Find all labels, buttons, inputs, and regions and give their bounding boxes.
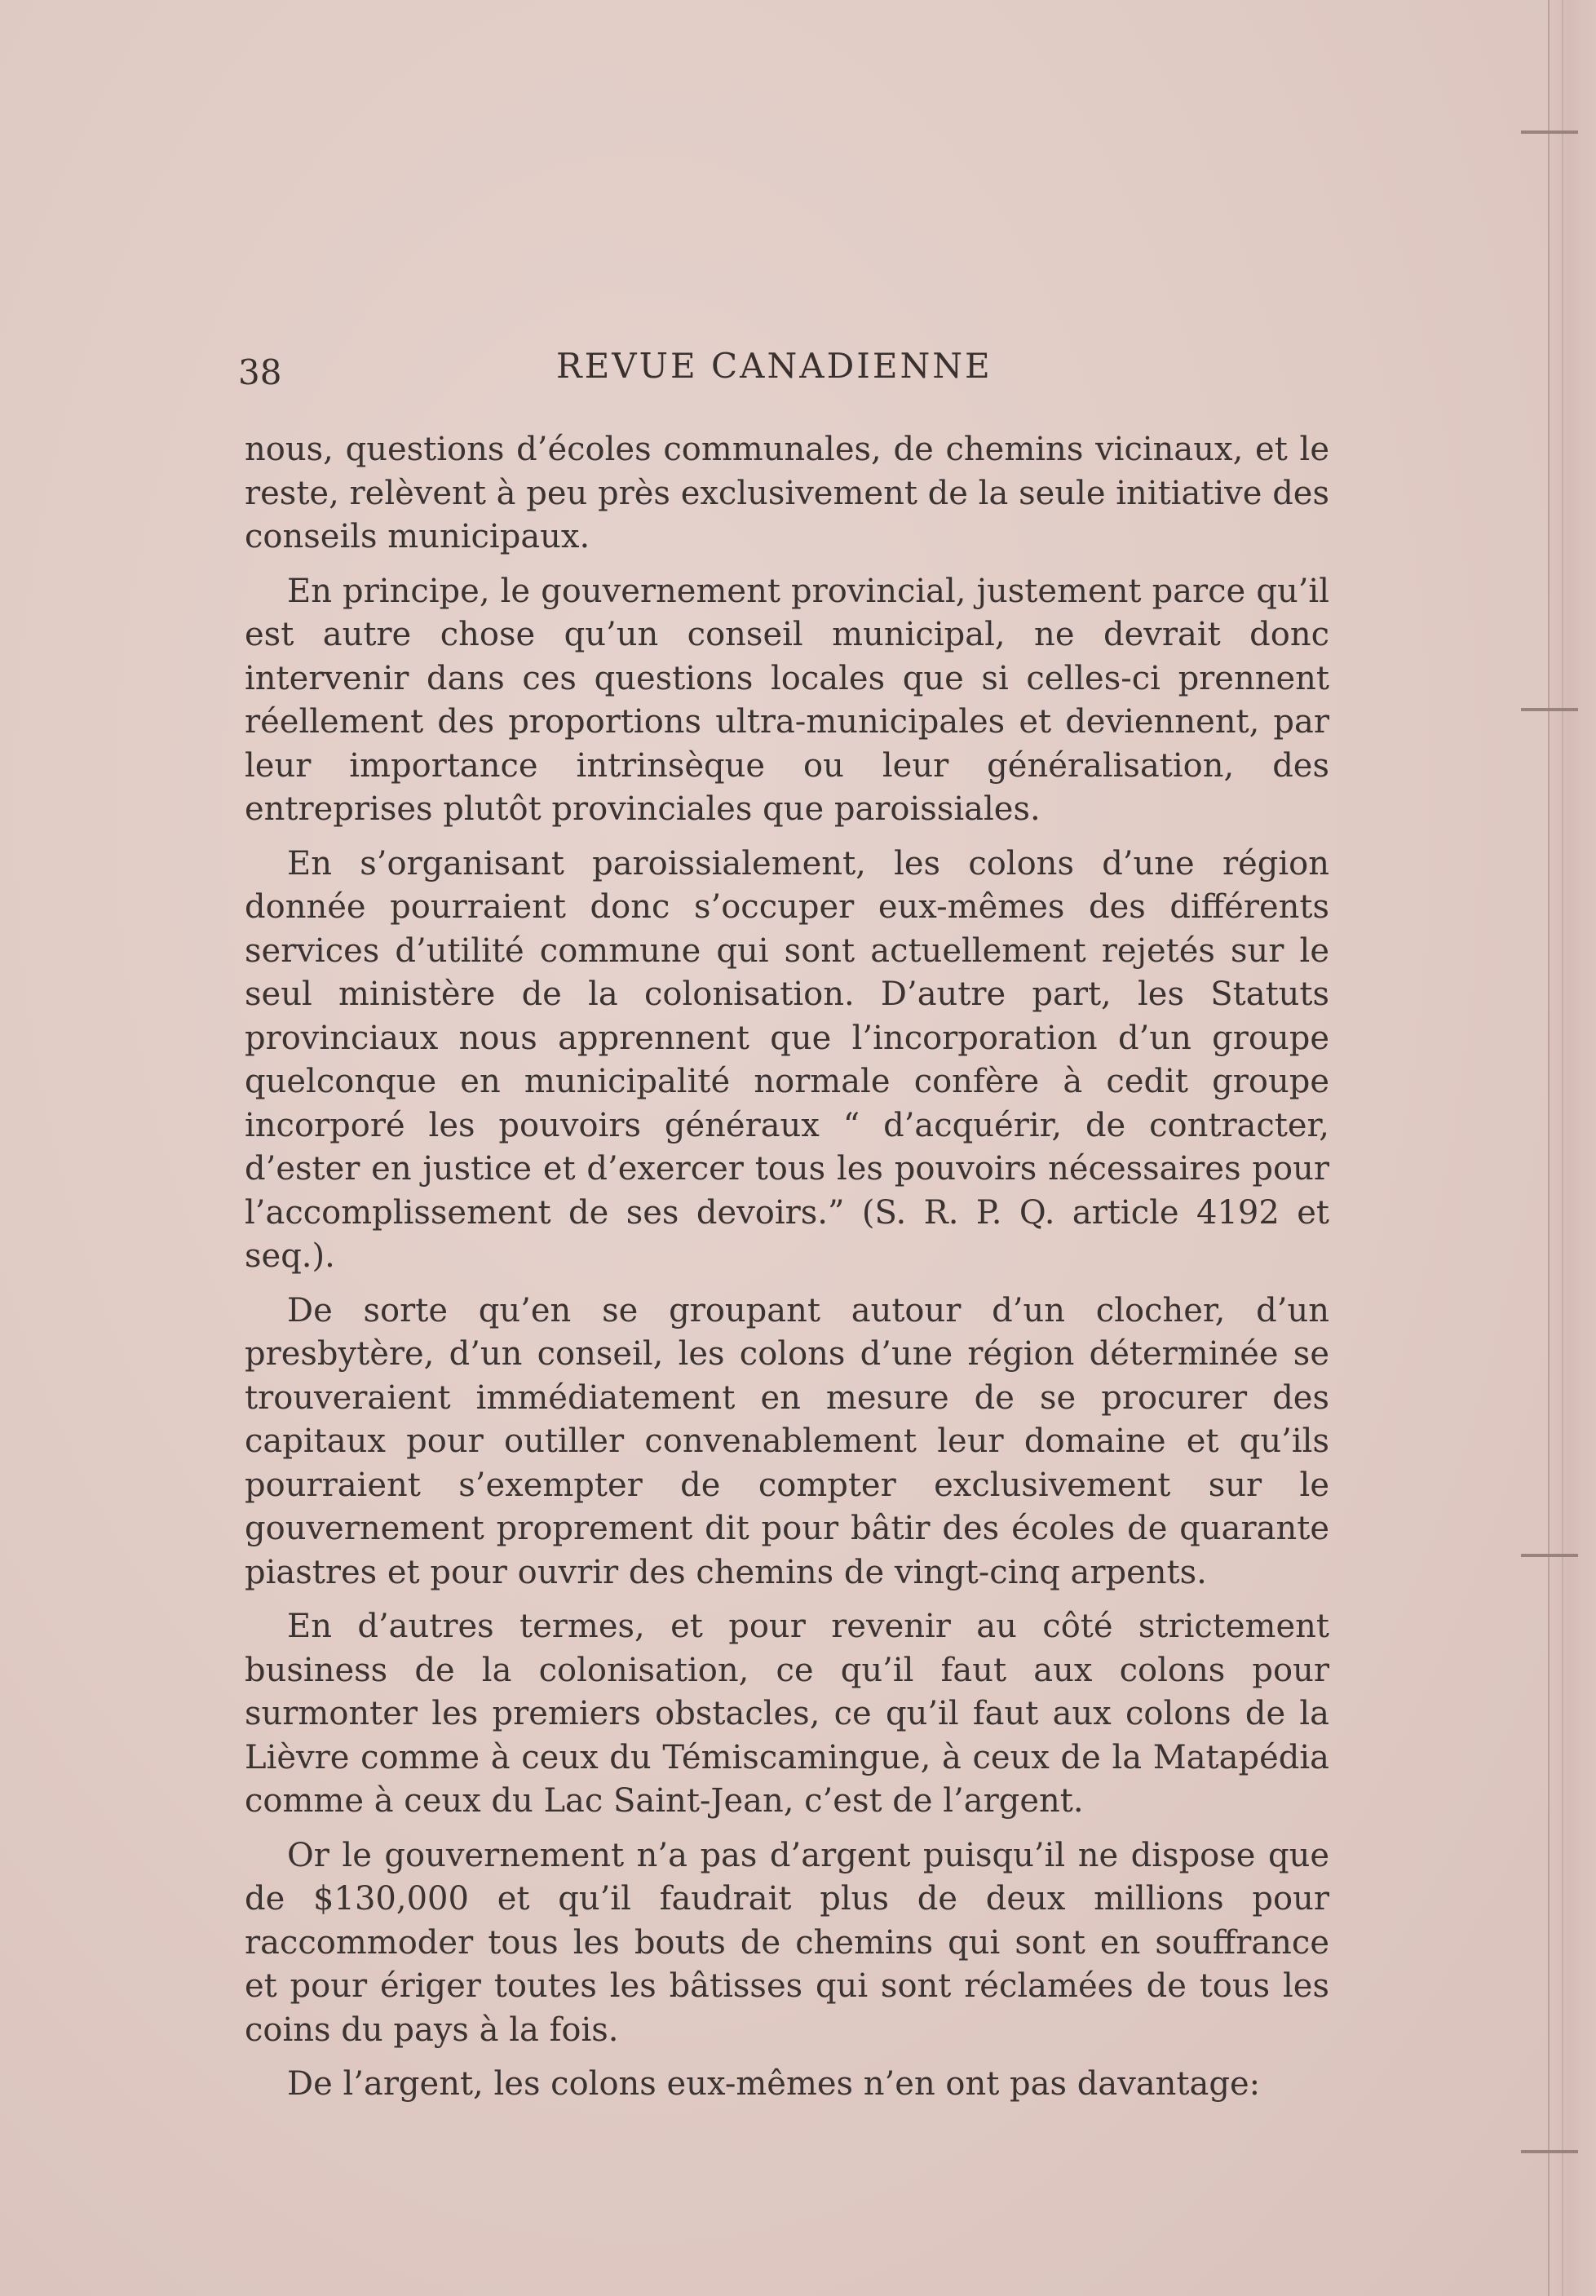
- binding-mark: [1521, 131, 1578, 134]
- paragraph: En principe, le gouvernement provincial, justement parce qu’il est autre chose qu’un conseil municipal, ne devrait donc intervenir dans ces questions locales que si celles-ci prennent réellement des proportions ultra-municipales et deviennent, par leur importance intrinsèque ou leur généralisation, des entreprises plutôt provinciales que paroissiales.: [245, 572, 1329, 828]
- binding-mark: [1521, 2150, 1578, 2153]
- paragraph-continued: nous, questions d’écoles communales, de chemins vicinaux, et le reste, relèvent à peu près exclusivement de la seule initiative des conseils municipaux.: [245, 431, 1329, 555]
- binding-mark: [1521, 1554, 1578, 1557]
- book-spine-edge: [1548, 0, 1596, 2296]
- paragraph: Or le gouvernement n’a pas d’argent puisqu’il ne dispose que de $130,000 et qu’il faudrait plus de deux millions pour raccommoder tous les bouts de chemins qui sont en souffrance et pour ériger toutes les bâtisses qui sont réclamées de tous les coins du pays à la fois.: [245, 1836, 1329, 2049]
- page-header: [238, 341, 1331, 390]
- running-title: REVUE CANADIENNE: [556, 346, 993, 386]
- page-number: 38: [238, 352, 282, 392]
- paragraph: En d’autres termes, et pour revenir au côté strictement business de la colonisation, ce qu’il faut aux colons pour surmonter les premiers obstacles, ce qu’il faut aux colons de la Lièvre comme à ceux du Témiscamingue, à ceux de la Matapédia comme à ceux du Lac Saint-Jean, c’est de l’argent.: [245, 1608, 1329, 1820]
- binding-mark: [1521, 708, 1578, 711]
- spine-crease-line: [1562, 0, 1563, 2296]
- body-text: [245, 428, 1329, 2117]
- paragraph: De l’argent, les colons eux-mêmes n’en ont pas davantage:: [287, 2065, 1261, 2103]
- paragraph: De sorte qu’en se groupant autour d’un clocher, d’un presbytère, d’un conseil, les colons d’une région déterminée se trouveraient immédiatement en mesure de se procurer des capitaux pour outiller convenablement leur domaine et qu’ils pourraient s’exempter de compter exclusivement sur le gouvernement proprement dit pour bâtir des écoles de quarante piastres et pour ouvrir des chemins de vingt-cinq arpents.: [245, 1291, 1329, 1591]
- paragraph: En s’organisant paroissialement, les colons d’une région donnée pourraient donc s’occuper eux-mêmes des différents services d’utilité commune qui sont actuellement rejetés sur le seul ministère de la colonisation. D’autre part, les Statuts provinciaux nous apprennent que l’incorporation d’un groupe quelconque en municipalité normale confère à cedit groupe incorporé les pouvoirs généraux “ d’acquérir, de contracter, d’ester en justice et d’exercer tous les pouvoirs nécessaires pour l’accomplissement de ses devoirs.” (S. R. P. Q. article 4192 et seq.).: [245, 844, 1329, 1275]
